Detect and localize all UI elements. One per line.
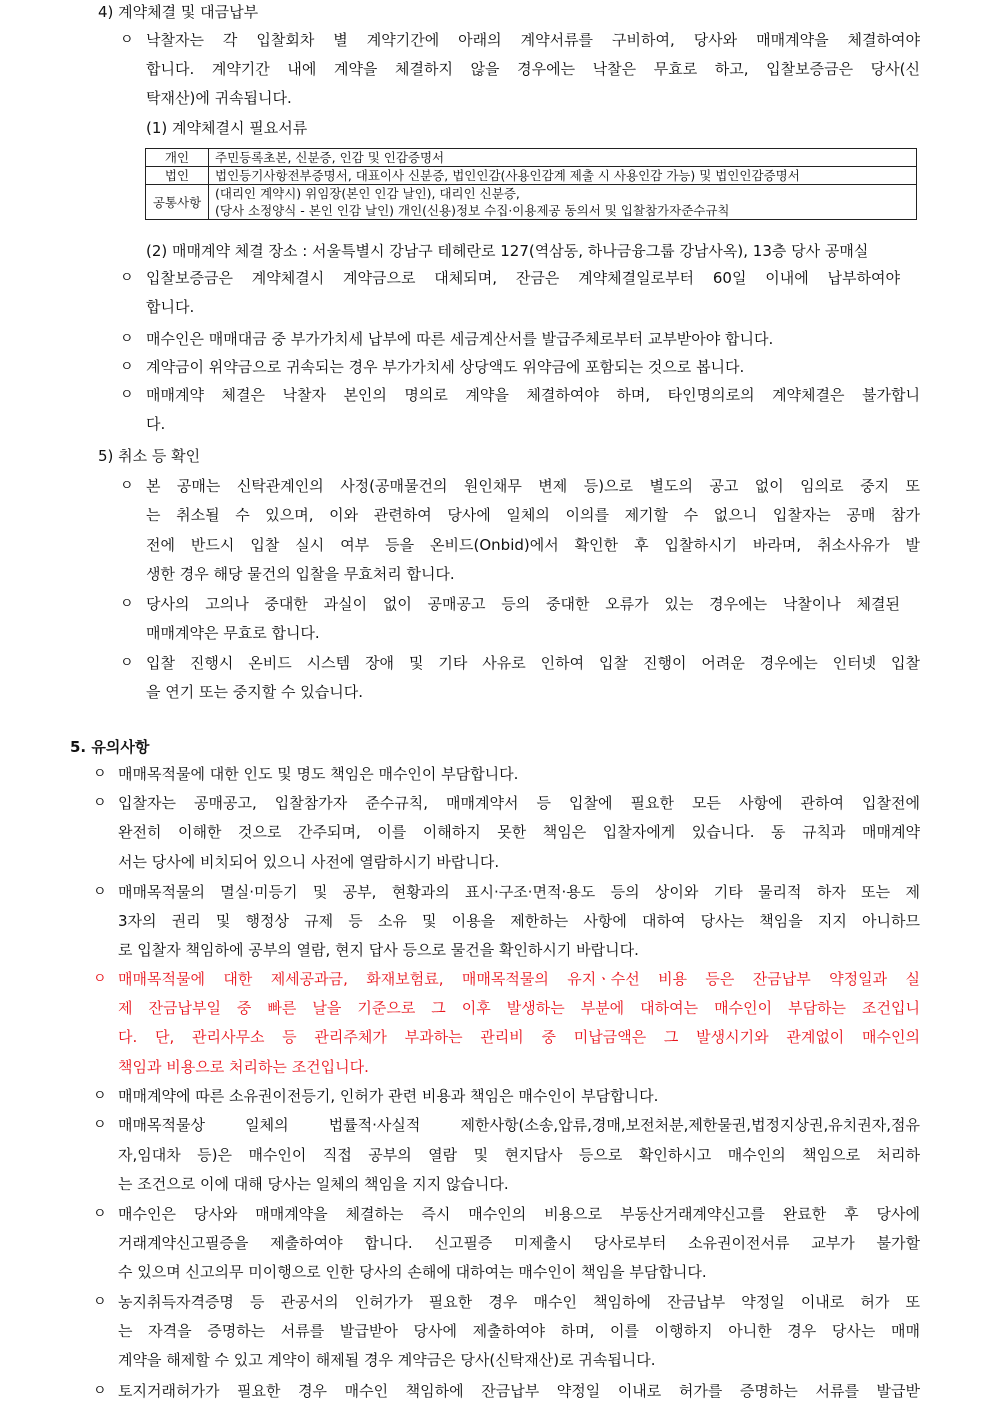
notice-line: 거래계약신고필증을 제출하여야 합니다. 신고필증 미제출시 당사로부터 소유권이전서류 교부가 불가할 bbox=[118, 1234, 920, 1252]
bullet-icon: ㅇ bbox=[120, 270, 134, 286]
bullet-icon: ㅇ bbox=[93, 766, 107, 782]
notice-line: 매수인은 당사와 매매계약을 체결하는 즉시 매수인의 비용으로 부동산거래계약신고를 완료한 후 당사에 bbox=[118, 1205, 920, 1223]
notice-line: 매매목적물에 대한 인도 및 명도 책임은 매수인이 부담합니다. bbox=[118, 765, 519, 783]
paragraph-line: 생한 경우 해당 물건의 입찰을 무효처리 합니다. bbox=[146, 565, 455, 583]
paragraph-line: 매수인은 매매대금 중 부가가치세 납부에 따른 세금계산서를 발급주체로부터 교부받아야 합니다. bbox=[146, 330, 774, 348]
bullet-icon: ㅇ bbox=[93, 1383, 107, 1399]
bullet-icon: ㅇ bbox=[120, 387, 134, 403]
bullet-icon: ㅇ bbox=[93, 795, 107, 811]
bullet-icon: ㅇ bbox=[120, 359, 134, 375]
section-heading: 5. 유의사항 bbox=[70, 738, 150, 756]
bullet-icon: ㅇ bbox=[120, 596, 134, 612]
table-cell-line: 주민등록초본, 신분증, 인감 및 인감증명서 bbox=[215, 150, 445, 165]
section-heading: 5) 취소 등 확인 bbox=[98, 447, 201, 465]
notice-line: 매매목적물상 일체의 법률적·사실적 제한사항(소송,압류,경매,보전처분,제한물권,법정지상권,유치권자,점유 bbox=[118, 1116, 920, 1134]
table-row-value bbox=[209, 149, 917, 167]
notice-line: 로 입찰자 책임하에 공부의 열람, 현지 답사 등으로 물건을 확인하시기 바랍니다. bbox=[118, 941, 639, 959]
paragraph-line: 매매계약은 무효로 합니다. bbox=[146, 624, 320, 642]
notice-line: 수 있으며 신고의무 미이행으로 인한 당사의 손해에 대하여는 매수인이 책임을 부담합니다. bbox=[118, 1263, 707, 1281]
notice-line: 는 자격을 증명하는 서류를 발급받아 당사에 제출하여야 하며, 이를 이행하지 아니한 경우 당사는 매매 bbox=[118, 1322, 920, 1340]
table-row-value bbox=[209, 185, 917, 220]
notice-line: 계약을 해제할 수 있고 계약이 해제될 경우 계약금은 당사(신탁재산)로 귀속됩니다. bbox=[118, 1351, 656, 1369]
paragraph-line: 전에 반드시 입찰 실시 여부 등을 온비드(Onbid)에서 확인한 후 입찰하시기 바라며, 취소사유가 발 bbox=[146, 536, 920, 554]
paragraph-line: 입찰보증금은 계약체결시 계약금으로 대체되며, 잔금은 계약체결일로부터 60일 이내에 납부하여야 bbox=[146, 269, 900, 287]
notice-line: 매매계약에 따른 소유권이전등기, 인허가 관련 비용과 책임은 매수인이 부담합니다. bbox=[118, 1087, 659, 1105]
bullet-icon: ㅇ bbox=[93, 884, 107, 900]
table-cell-line: (대리인 계약시) 위임장(본인 인감 날인), 대리인 신분증, bbox=[215, 186, 520, 201]
paragraph-line: 계약금이 위약금으로 귀속되는 경우 부가가치세 상당액도 위약금에 포함되는 것으로 봅니다. bbox=[146, 358, 745, 376]
table-cell-line: 법인등기사항전부증명서, 대표이사 신분증, 법인인감(사용인감계 제출 시 사용인감 가능) 및 법인인감증명서 bbox=[215, 168, 800, 183]
notice-line: 매매목적물에 대한 제세공과금, 화재보험료, 매매목적물의 유지ㆍ수선 비용 등은 잔금납부 약정일과 실 bbox=[118, 970, 920, 988]
paragraph-line: 탁재산)에 귀속됩니다. bbox=[146, 89, 292, 107]
notice-line: 서는 당사에 비치되어 있으니 사전에 열람하시기 바랍니다. bbox=[118, 853, 500, 871]
bullet-icon: ㅇ bbox=[120, 32, 134, 48]
notice-line: 입찰자는 공매공고, 입찰참가자 준수규칙, 매매계약서 등 입찰에 필요한 모든 사항에 관하여 입찰전에 bbox=[118, 794, 920, 812]
bullet-icon: ㅇ bbox=[120, 655, 134, 671]
paragraph-line: 는 취소될 수 있으며, 이와 관련하여 당사에 일체의 이의를 제기할 수 없으니 입찰자는 공매 참가 bbox=[146, 506, 920, 524]
notice-line: 토지거래허가가 필요한 경우 매수인 책임하에 잔금납부 약정일 이내로 허가를 증명하는 서류를 발급받 bbox=[118, 1382, 920, 1400]
section-heading: 4) 계약체결 및 대금납부 bbox=[98, 3, 259, 21]
notice-line: 다. 단, 관리사무소 등 관리주체가 부과하는 관리비 중 미납금액은 그 발생시기와 관계없이 매수인의 bbox=[118, 1028, 920, 1046]
paragraph-line: 합니다. 계약기간 내에 계약을 체결하지 않을 경우에는 낙찰은 무효로 하고, 입찰보증금은 당사(신 bbox=[146, 60, 920, 78]
bullet-icon: ㅇ bbox=[120, 478, 134, 494]
paragraph-line: 매매계약 체결은 낙찰자 본인의 명의로 계약을 체결하여야 하며, 타인명의로의 계약체결은 불가합니 bbox=[146, 386, 920, 404]
paragraph-line: 다. bbox=[146, 415, 166, 433]
paragraph-line: 본 공매는 신탁관계인의 사정(공매물건의 원인채무 변제 등)으로 별도의 공고 없이 임의로 중지 또 bbox=[146, 477, 920, 495]
table-row-value bbox=[209, 167, 917, 185]
bullet-icon: ㅇ bbox=[120, 331, 134, 347]
paragraph-line: 을 연기 또는 중지할 수 있습니다. bbox=[146, 683, 363, 701]
table-row-label: 개인 bbox=[146, 149, 209, 167]
notice-line: 농지취득자격증명 등 관공서의 인허가가 필요한 경우 매수인 책임하에 잔금납부 약정일 이내로 허가 또 bbox=[118, 1293, 920, 1311]
paragraph-line: 낙찰자는 각 입찰회차 별 계약기간에 아래의 계약서류를 구비하여, 당사와 매매계약을 체결하여야 bbox=[146, 31, 920, 49]
bullet-icon: ㅇ bbox=[93, 1206, 107, 1222]
paragraph-line: 입찰 진행시 온비드 시스템 장애 및 기타 사유로 인하여 입찰 진행이 어려운 경우에는 인터넷 입찰 bbox=[146, 654, 920, 672]
paragraph-line: 당사의 고의나 중대한 과실이 없이 공매공고 등의 중대한 오류가 있는 경우에는 낙찰이나 체결된 bbox=[146, 595, 900, 613]
notice-line: 완전히 이해한 것으로 간주되며, 이를 이해하지 못한 책임은 입찰자에게 있습니다. 동 규칙과 매매계약 bbox=[118, 823, 920, 841]
paragraph-line: 합니다. bbox=[146, 298, 195, 316]
bullet-icon: ㅇ bbox=[93, 1117, 107, 1133]
bullet-icon: ㅇ bbox=[93, 1294, 107, 1310]
table-row bbox=[146, 167, 917, 185]
subheading: (1) 계약체결시 필요서류 bbox=[146, 119, 308, 137]
notice-line: 는 조건으로 이에 대해 당사는 일체의 책임을 지지 않습니다. bbox=[118, 1175, 509, 1193]
notice-line: 자,임대차 등)은 매수인이 직접 공부의 열람 및 현지답사 등으로 확인하시고 매수인의 책임으로 처리하 bbox=[118, 1146, 920, 1164]
table-row bbox=[146, 149, 917, 167]
table-row bbox=[146, 185, 917, 220]
table-row-label: 공통사항 bbox=[146, 185, 209, 220]
table-cell-line: (당사 소정양식 - 본인 인감 날인) 개인(신용)정보 수집·이용제공 동의서 및 입찰참가자준수규칙 bbox=[215, 203, 730, 218]
bullet-icon: ㅇ bbox=[93, 1088, 107, 1104]
bullet-icon: ㅇ bbox=[93, 971, 107, 987]
subheading: (2) 매매계약 체결 장소 : 서울특별시 강남구 테헤란로 127(역삼동, 하나금융그룹 강남사옥), 13층 당사 공매실 bbox=[146, 242, 869, 260]
notice-line: 매매목적물의 멸실·미등기 및 공부, 현황과의 표시·구조·면적·용도 등의 상이와 기타 물리적 하자 또는 제 bbox=[118, 883, 920, 901]
notice-line: 3자의 권리 및 행정상 규제 등 소유 및 이용을 제한하는 사항에 대하여 당사는 책임을 지지 아니하므 bbox=[118, 912, 920, 930]
table-row-label: 법인 bbox=[146, 167, 209, 185]
notice-line: 제 잔금납부일 중 빠른 날을 기준으로 그 이후 발생하는 부분에 대하여는 매수인이 부담하는 조건입니 bbox=[118, 999, 920, 1017]
required-documents-table bbox=[145, 148, 917, 220]
notice-line: 책임과 비용으로 처리하는 조건입니다. bbox=[118, 1058, 369, 1076]
